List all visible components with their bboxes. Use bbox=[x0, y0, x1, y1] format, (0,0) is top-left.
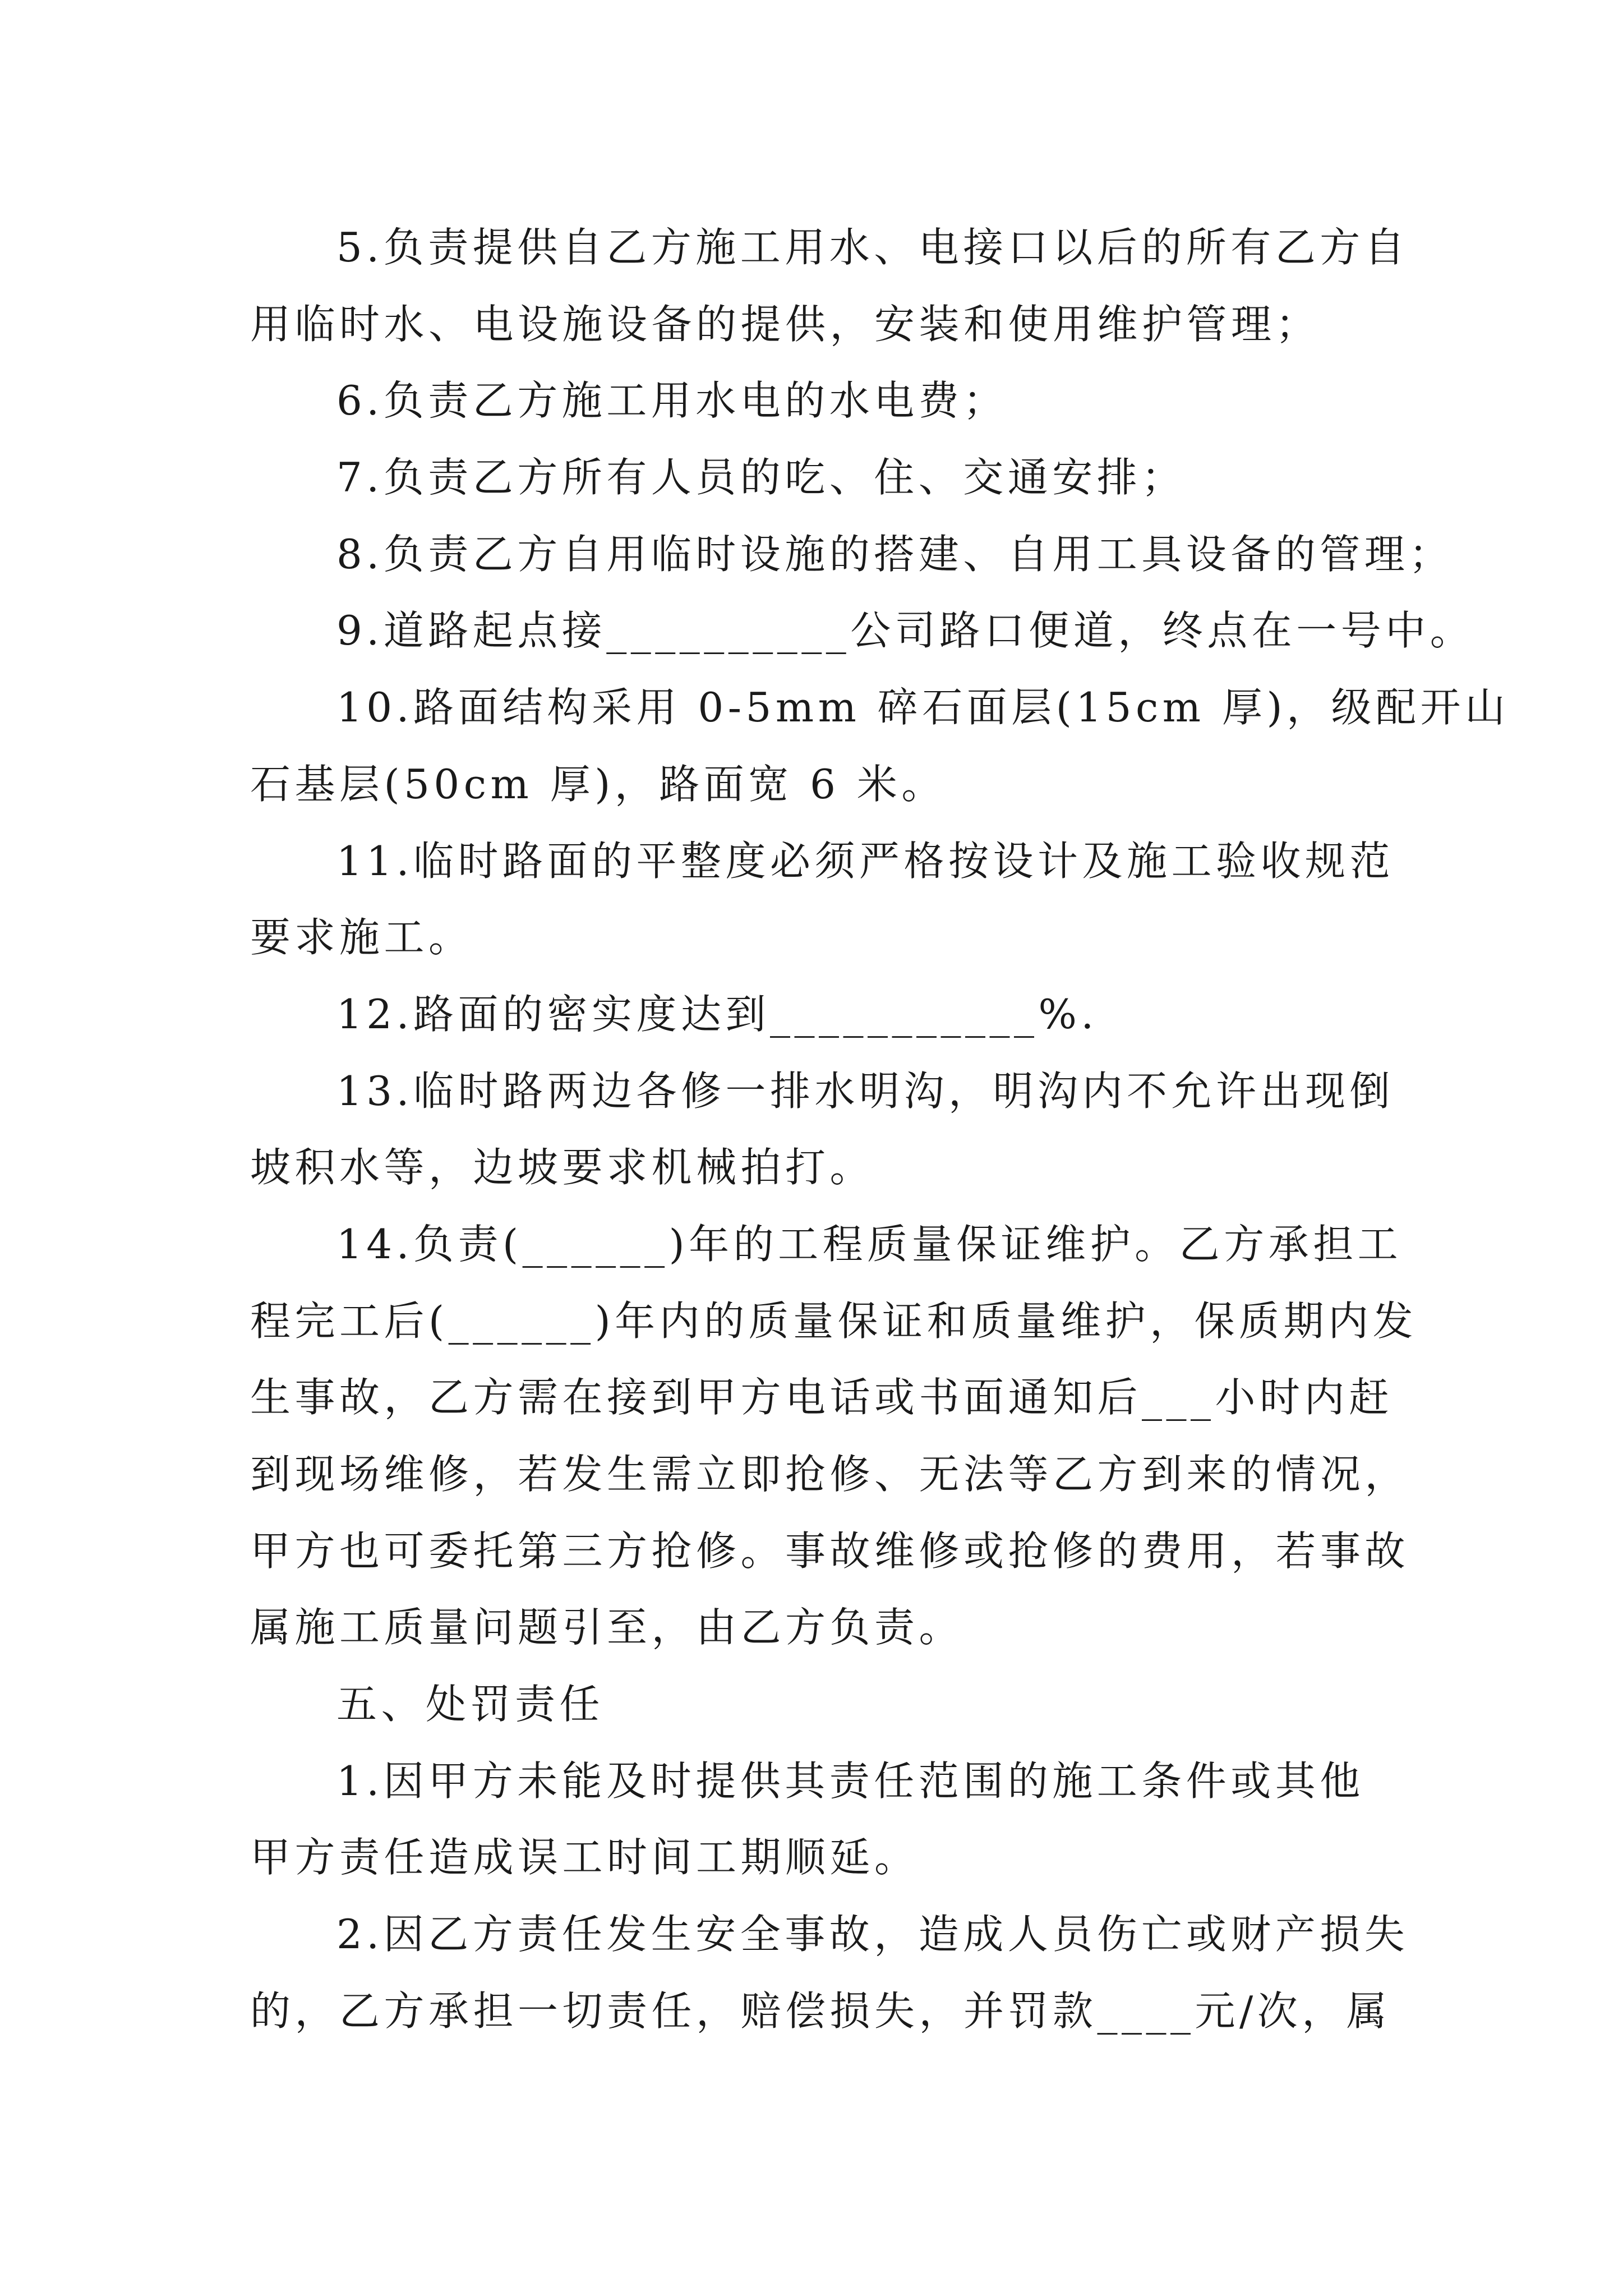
clause-5-line-1: 5.负责提供自乙方施工用水、电接口以后的所有乙方自 bbox=[336, 224, 1409, 271]
clause-14-line-4: 到现场维修，若发生需立即抢修、无法等乙方到来的情况， bbox=[250, 1451, 1410, 1498]
clause-11-line-2: 要求施工。 bbox=[250, 914, 473, 961]
clause-14-line-1: 14.负责(______)年的工程质量保证维护。乙方承担工 bbox=[336, 1220, 1403, 1268]
clause-10-line-2: 石基层(50cm 厚)，路面宽 6 米。 bbox=[250, 760, 946, 808]
clause-8: 8.负责乙方自用临时设施的搭建、自用工具设备的管理； bbox=[336, 530, 1454, 578]
clause-14-line-5: 甲方也可委托第三方抢修。事故维修或抢修的费用，若事故 bbox=[250, 1527, 1410, 1575]
penalty-clause-1-line-1: 1.因甲方未能及时提供其责任范围的施工条件或其他 bbox=[336, 1757, 1364, 1805]
penalty-clause-1-line-2: 甲方责任造成误工时间工期顺延。 bbox=[250, 1834, 919, 1881]
penalty-clause-2-line-1: 2.因乙方责任发生安全事故，造成人员伤亡或财产损失 bbox=[336, 1911, 1409, 1958]
document-body bbox=[250, 209, 1510, 2050]
clause-14-line-3: 生事故，乙方需在接到甲方电话或书面通知后___小时内赶 bbox=[250, 1374, 1394, 1421]
clause-10-line-1: 10.路面结构采用 0-5mm 碎石面层(15cm 厚)，级配开山 bbox=[336, 684, 1510, 731]
clause-14-line-2: 程完工后(______)年内的质量保证和质量维护，保质期内发 bbox=[250, 1297, 1418, 1345]
clause-12: 12.路面的密实度达到___________%. bbox=[336, 990, 1098, 1038]
clause-14-line-6: 属施工质量问题引至，由乙方负责。 bbox=[250, 1604, 964, 1651]
clause-9: 9.道路起点接__________公司路口便道，终点在一号中。 bbox=[336, 607, 1475, 655]
section-heading-penalty: 五、处罚责任 bbox=[336, 1681, 605, 1728]
clause-13-line-2: 坡积水等，边坡要求机械拍打。 bbox=[250, 1144, 875, 1191]
clause-6: 6.负责乙方施工用水电的水电费； bbox=[336, 377, 1008, 425]
clause-13-line-1: 13.临时路两边各修一排水明沟，明沟内不允许出现倒 bbox=[336, 1067, 1395, 1115]
clause-11-line-1: 11.临时路面的平整度必须严格按设计及施工验收规范 bbox=[336, 837, 1395, 885]
penalty-clause-2-line-2: 的，乙方承担一切责任，赔偿损失，并罚款____元/次，属 bbox=[250, 1987, 1391, 2035]
clause-7: 7.负责乙方所有人员的吃、住、交通安排； bbox=[336, 454, 1186, 501]
clause-5-line-2: 用临时水、电设施设备的提供，安装和使用维护管理； bbox=[250, 300, 1321, 348]
